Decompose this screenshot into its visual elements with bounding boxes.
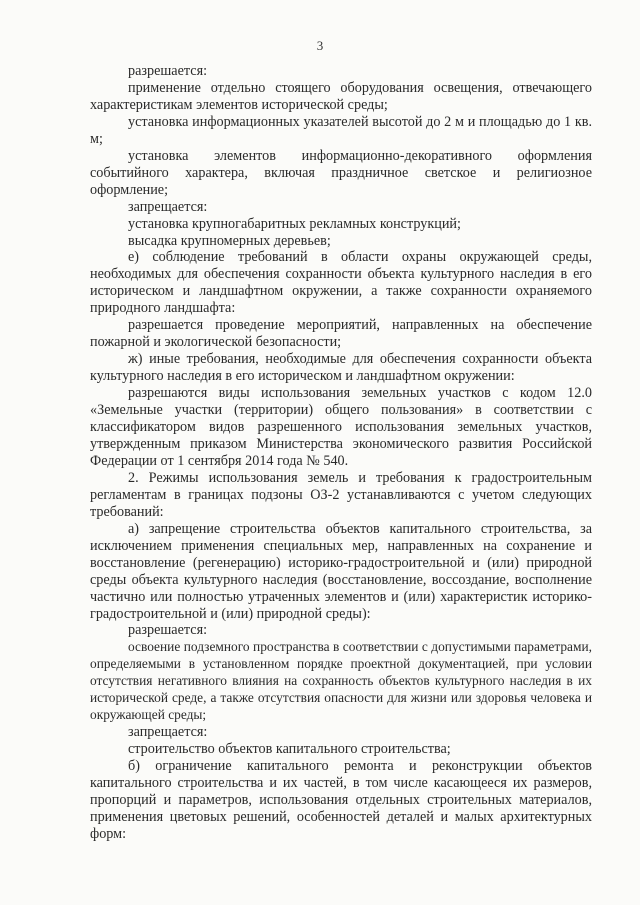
paragraph-item-b: б) ограничение капитального ремонта и реконструкции объектов капитального строительства и их частей, в том числе касающееся их размеров, пропорций и параметров, использования отдельных строительных материалов, применения цветовых решений, особенностей деталей и малых архитектурных форм: — [90, 758, 592, 842]
paragraph-large-trees: высадка крупномерных деревьев; — [128, 232, 331, 249]
paragraph-section-2: 2. Режимы использования земель и требования к градостроительным регламентам в границах подзоны ОЗ-2 устанавливаются с учетом следующих требований: — [90, 469, 592, 520]
paragraph-prohibited-heading: запрещается: — [128, 198, 208, 215]
paragraph-info-signs: установка информационных указателей высотой до 2 м и площадью до 1 кв. м; — [90, 113, 592, 147]
paragraph-decorative-elements: установка элементов информационно-декоративного оформления событийного характера, включая праздничное светское и религиозное оформление; — [90, 147, 592, 198]
paragraph-prohibited-heading-2: запрещается: — [128, 724, 208, 741]
paragraph-permitted-heading: разрешается: — [128, 63, 208, 79]
paragraph-permitted-heading-2: разрешается: — [128, 622, 208, 639]
paragraph-land-use-code: разрешаются виды использования земельных участков с кодом 12.0 «Земельные участки (территории) общего пользования» в соответствии с классификатором видов разрешенного использования земельных участков, утвержденным приказом Министерства экономического развития Российской Федерации от 1 сентября 2014 года № 540. — [90, 385, 592, 469]
paragraph-lighting-equipment: применение отдельно стоящего оборудования освещения, отвечающего характеристикам элементов исторической среды; — [90, 79, 592, 113]
document-body — [90, 63, 592, 843]
paragraph-item-e: е) соблюдение требований в области охраны окружающей среды, необходимых для обеспечения сохранности объекта культурного наследия в его историческом и ландшафтном окружении, а также сохранности охраняемого природного ландшафта: — [90, 249, 592, 317]
paragraph-large-advertising: установка крупногабаритных рекламных конструкций; — [128, 215, 461, 232]
paragraph-item-zh: ж) иные требования, необходимые для обеспечения сохранности объекта культурного наследия в его историческом и ландшафтном окружении: — [90, 351, 592, 385]
paragraph-safety-measures: разрешается проведение мероприятий, направленных на обеспечение пожарной и экологической безопасности; — [90, 317, 592, 351]
paragraph-underground-space: освоение подземного пространства в соответствии с допустимыми параметрами, определяемыми в установленном порядке проектной документацией, при условии отсутствия негативного влияния на сохранность объектов культурного наследия в их исторической среде, а также отсутствия опасности для жизни или здоровья человека и окружающей среды; — [90, 639, 592, 723]
paragraph-item-a: а) запрещение строительства объектов капитального строительства, за исключением применения специальных мер, направленных на сохранение и восстановление (регенерацию) историко-градостроительной и (или) природной среды объекта культурного наследия (восстановление, воссоздание, восполнение частично или полностью утраченных элементов и (или) характеристик историко-градостроительной и (или) природной среды): — [90, 520, 592, 622]
paragraph-capital-construction: строительство объектов капитального строительства; — [128, 741, 451, 758]
page-number: 3 — [316, 38, 324, 53]
